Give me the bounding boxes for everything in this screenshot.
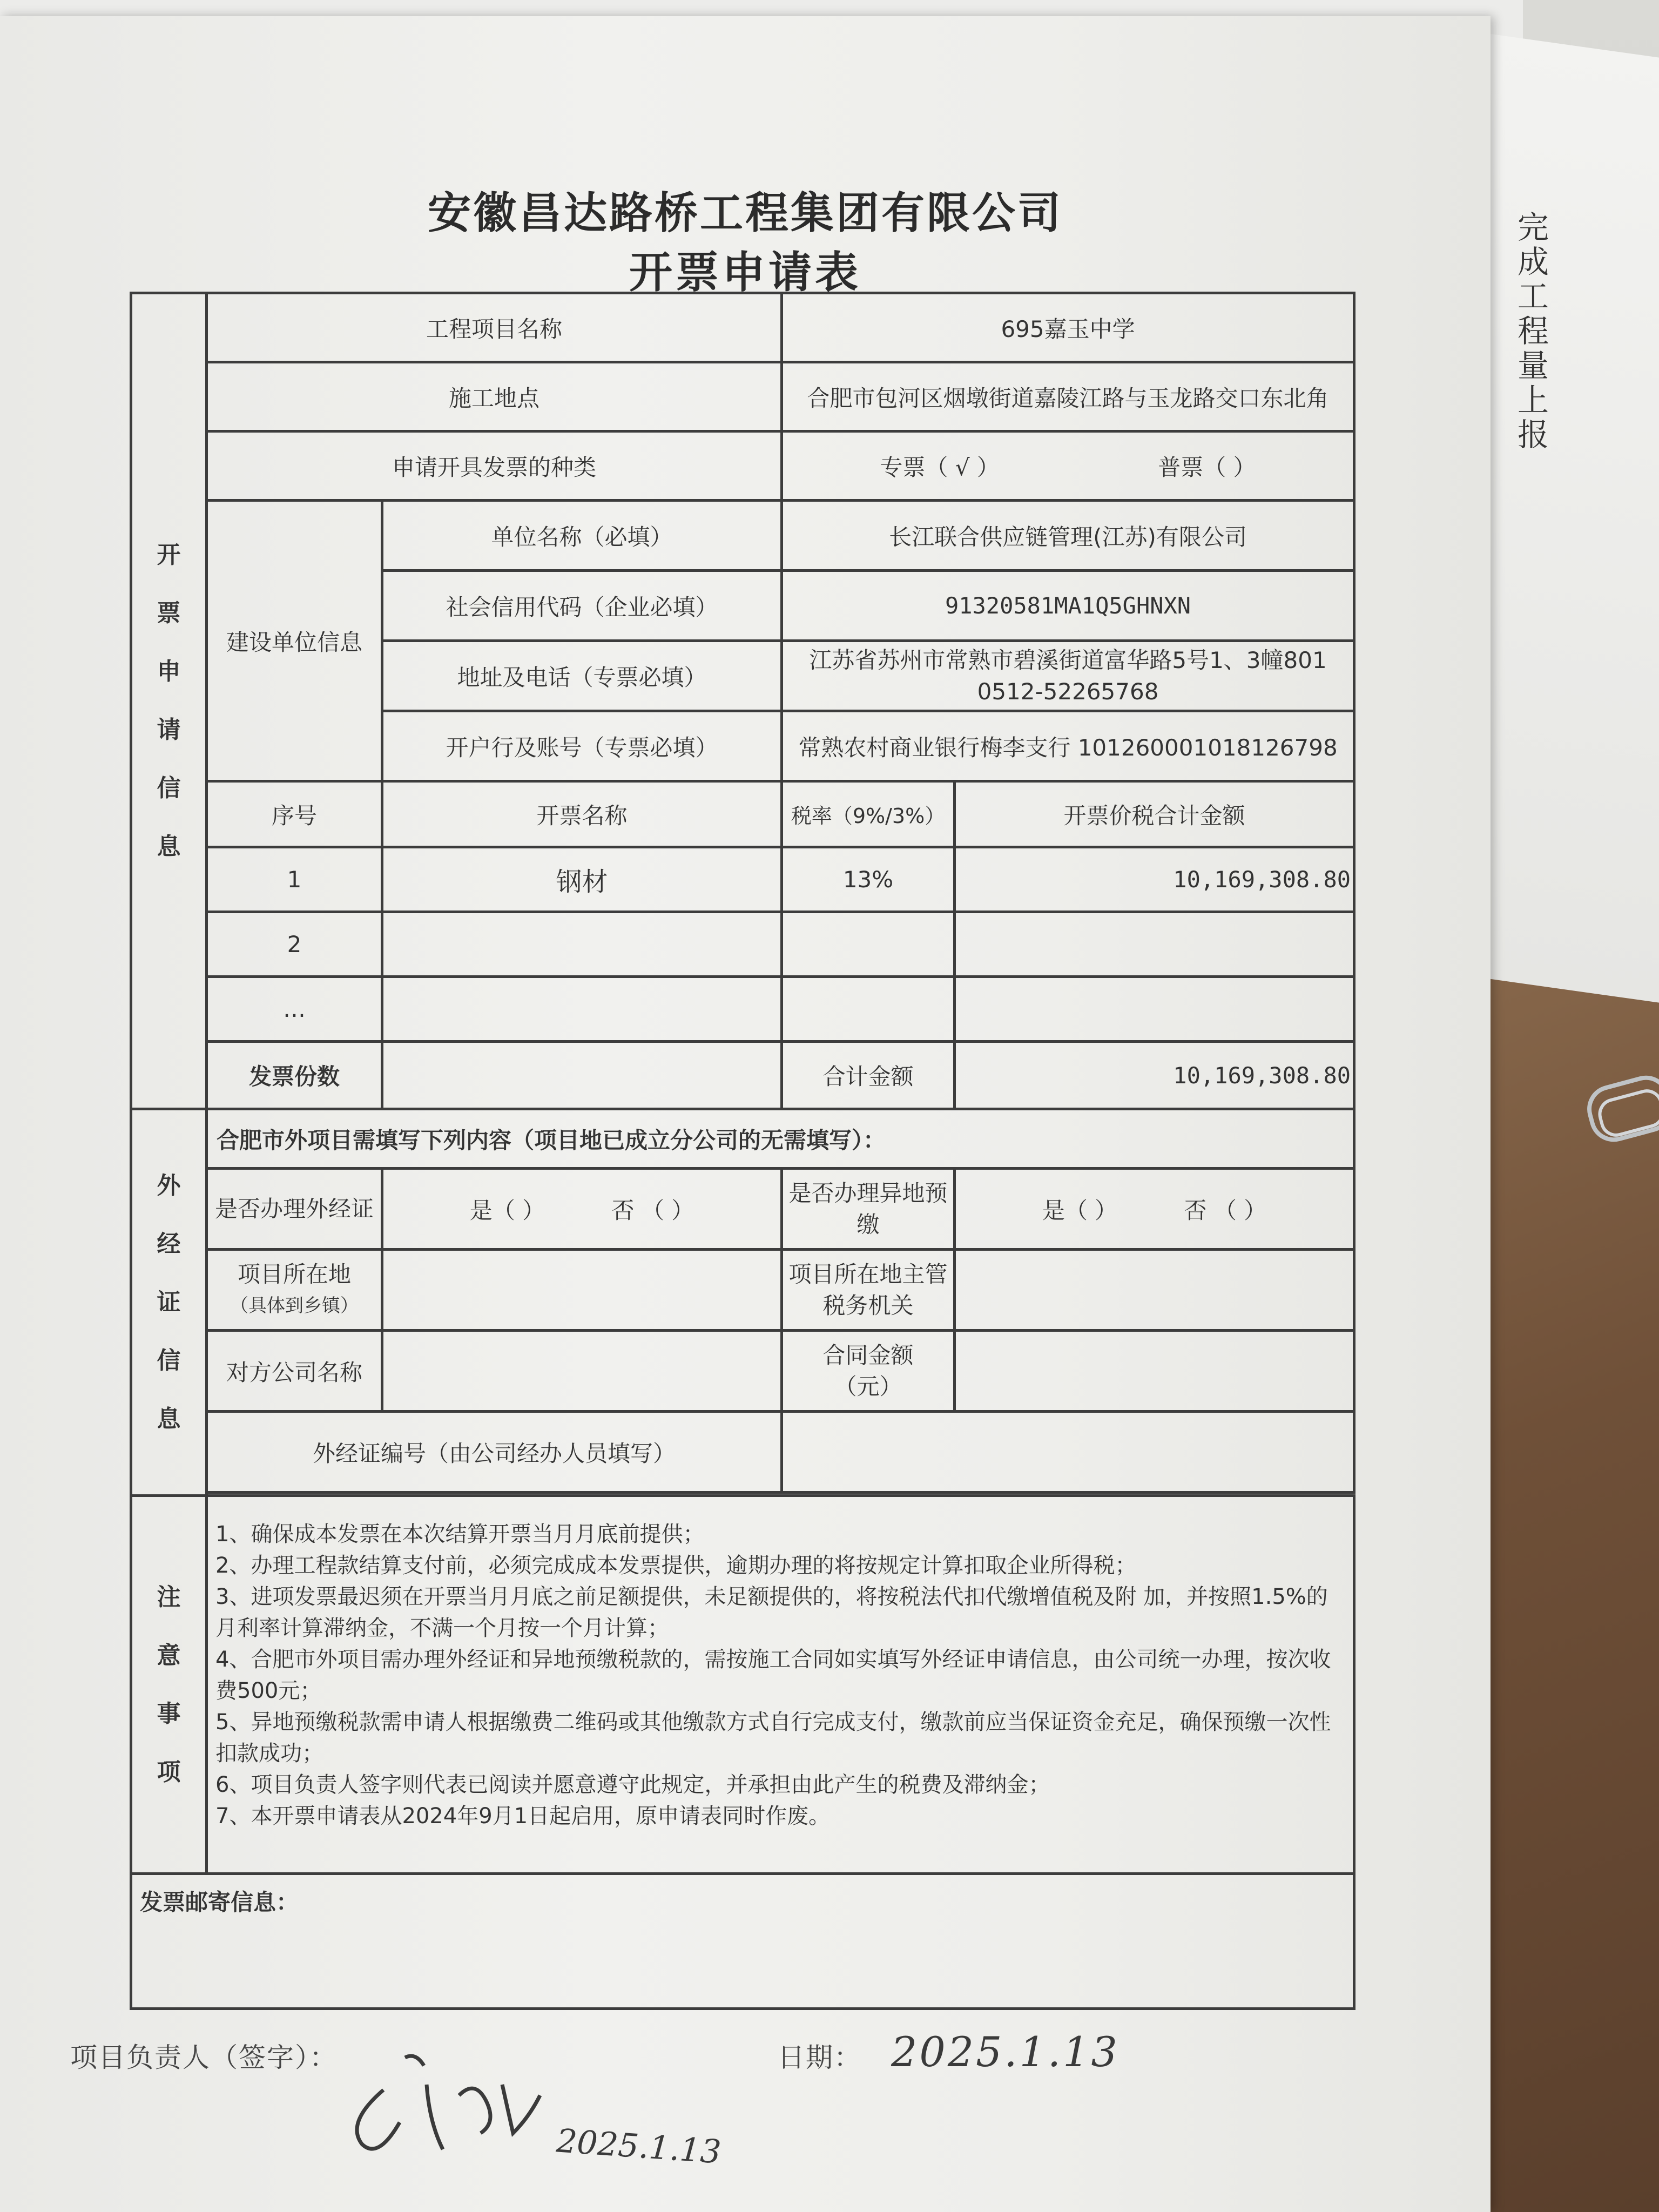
row-3-rate[interactable] bbox=[782, 977, 955, 1042]
unit-name-label: 单位名称（必填） bbox=[382, 501, 782, 571]
row-invoice-type bbox=[131, 431, 1354, 501]
unit-name-value[interactable]: 长江联合供应链管理(江苏)有限公司 bbox=[782, 501, 1354, 571]
row-external-cert-number bbox=[131, 1412, 1354, 1493]
signature-image[interactable] bbox=[335, 2041, 572, 2182]
row-1-seq: 1 bbox=[207, 847, 382, 912]
cert-yes-checkbox[interactable]: 是（ ） bbox=[469, 1197, 545, 1224]
note-item: 6、项目负责人签字则代表已阅读并愿意遵守此规定，并承担由此产生的税费及滞纳金； bbox=[215, 1772, 1050, 1797]
builder-info-label: 建设单位信息 bbox=[207, 501, 382, 781]
section-invoice-side-label: 开 票 申 请 信 息 bbox=[131, 293, 207, 1109]
note-item: 7、本开票申请表从2024年9月1日起启用，原申请表同时作废。 bbox=[215, 1804, 831, 1829]
invoice-form-table bbox=[130, 292, 1355, 2010]
counterparty-value[interactable] bbox=[382, 1331, 782, 1412]
date-label: 日期： bbox=[778, 2042, 862, 2073]
row-mail bbox=[131, 1874, 1354, 2009]
address-phone-value[interactable] bbox=[782, 641, 1354, 711]
row-notes bbox=[131, 1496, 1354, 1874]
row-3-name[interactable] bbox=[382, 977, 782, 1042]
invoice-application-sheet bbox=[0, 16, 1491, 2212]
project-name-label: 工程项目名称 bbox=[207, 293, 782, 362]
col-name-header: 开票名称 bbox=[382, 781, 782, 847]
row-3-amount[interactable] bbox=[955, 977, 1354, 1042]
invoice-special-checkbox[interactable]: 专票（ √ ） bbox=[880, 454, 1000, 481]
cert-options bbox=[382, 1169, 782, 1250]
site-label: 施工地点 bbox=[207, 362, 782, 431]
row-total bbox=[131, 1042, 1354, 1109]
notes-list bbox=[207, 1496, 1354, 1874]
address-label: 地址及电话（专票必填） bbox=[382, 641, 782, 711]
note-item: 5、异地预缴税款需申请人根据缴费二维码或其他缴款方式自行完成支付，缴款前应当保证资金充足，确保预缴一次性扣款成功； bbox=[215, 1710, 1331, 1766]
cert-number-label: 外经证编号（由公司经办人员填写） bbox=[207, 1412, 782, 1493]
company-name: 安徽昌达路桥工程集团有限公司 bbox=[428, 188, 1063, 238]
col-amount-header: 开票价税合计金额 bbox=[955, 781, 1354, 847]
section-external-side-label: 外 经 证 信 息 bbox=[131, 1109, 207, 1496]
row-1-rate[interactable]: 13% bbox=[782, 847, 955, 912]
signature-date: 2025.1.13 bbox=[555, 2122, 723, 2171]
bank-label: 开户行及账号（专票必填） bbox=[382, 711, 782, 781]
tax-office-value[interactable] bbox=[955, 1250, 1354, 1331]
background-side-note: 完成工程量上报 bbox=[1512, 211, 1549, 453]
prepay-yes-checkbox[interactable]: 是（ ） bbox=[1042, 1197, 1118, 1224]
col-rate-header: 税率（9%/3%） bbox=[782, 781, 955, 847]
total-amount-value[interactable]: 10,169,308.80 bbox=[955, 1042, 1354, 1109]
cert-no-checkbox[interactable]: 否 （ ） bbox=[611, 1197, 694, 1224]
contract-label-cell bbox=[782, 1331, 955, 1412]
row-2-amount[interactable] bbox=[955, 912, 1354, 977]
note-item: 1、确保成本发票在本次结算开票当月月底前提供； bbox=[215, 1522, 705, 1547]
credit-code-value[interactable]: 91320581MA1Q5GHNXN bbox=[782, 571, 1354, 641]
note-item: 4、合肥市外项目需办理外经证和异地预缴税款的，需按施工合同如实填写外经证申请信息，由公司统一办理，按次收费500元； bbox=[215, 1647, 1331, 1703]
credit-code-label: 社会信用代码（企业必填） bbox=[382, 571, 782, 641]
row-2-rate[interactable] bbox=[782, 912, 955, 977]
invoice-normal-checkbox[interactable]: 普票（ ） bbox=[1158, 454, 1256, 481]
row-external-intro bbox=[131, 1109, 1354, 1169]
invoice-type-label: 申请开具发票的种类 bbox=[207, 431, 782, 501]
cert-label: 是否办理外经证 bbox=[207, 1169, 382, 1250]
table-row bbox=[131, 912, 1354, 977]
background-paper-right bbox=[1480, 32, 1659, 1003]
contract-label: 合同金额 bbox=[822, 1341, 914, 1368]
handwritten-date[interactable]: 2025.1.13 bbox=[891, 2028, 1120, 2076]
bank-value[interactable]: 常熟农村商业银行梅李支行 101260001018126798 bbox=[782, 711, 1354, 781]
section-notes-side-label: 注 意 事 项 bbox=[131, 1496, 207, 1874]
prepay-label: 是否办理异地预缴 bbox=[782, 1169, 955, 1250]
phone-value: 0512-52265768 bbox=[977, 678, 1159, 705]
row-site bbox=[131, 362, 1354, 431]
address-value: 江苏省苏州市常熟市碧溪街道富华路5号1、3幢801 bbox=[809, 646, 1327, 673]
table-row bbox=[131, 977, 1354, 1042]
tax-office-label: 项目所在地主管税务机关 bbox=[782, 1250, 955, 1331]
cert-number-value[interactable] bbox=[782, 1412, 1354, 1493]
row-external-counterparty bbox=[131, 1331, 1354, 1412]
invoice-count-value[interactable] bbox=[382, 1042, 782, 1109]
col-seq-header: 序号 bbox=[207, 781, 382, 847]
invoice-type-options bbox=[782, 431, 1354, 501]
row-1-name[interactable]: 钢材 bbox=[382, 847, 782, 912]
row-project-name bbox=[131, 293, 1354, 362]
mail-info-label: 发票邮寄信息： bbox=[140, 1889, 299, 1916]
row-3-seq: … bbox=[207, 977, 382, 1042]
contract-value[interactable] bbox=[955, 1331, 1354, 1412]
row-external-cert bbox=[131, 1169, 1354, 1250]
external-intro: 合肥市外项目需填写下列内容（项目地已成立分公司的无需填写）： bbox=[207, 1109, 1354, 1169]
row-2-seq: 2 bbox=[207, 912, 382, 977]
prepay-no-checkbox[interactable]: 否 （ ） bbox=[1184, 1197, 1267, 1224]
prepay-options bbox=[955, 1169, 1354, 1250]
signer-label: 项目负责人（签字）： bbox=[70, 2042, 338, 2073]
location-label: 项目所在地 bbox=[237, 1260, 351, 1287]
row-unit-name bbox=[131, 501, 1354, 571]
note-item: 3、进项发票最迟须在开票当月月底之前足额提供，未足额提供的，将按税法代扣代缴增值税及附 加，并按照1.5%的月利率计算滞纳金，不满一个月按一个月计算； bbox=[215, 1584, 1328, 1641]
project-name-value[interactable]: 695嘉玉中学 bbox=[782, 293, 1354, 362]
total-amount-label: 合计金额 bbox=[782, 1042, 955, 1109]
contract-unit: （元） bbox=[834, 1373, 902, 1400]
row-2-name[interactable] bbox=[382, 912, 782, 977]
counterparty-label: 对方公司名称 bbox=[207, 1331, 382, 1412]
form-title: 开票申请表 bbox=[629, 247, 861, 298]
row-external-location bbox=[131, 1250, 1354, 1331]
row-item-header bbox=[131, 781, 1354, 847]
mail-info-cell[interactable] bbox=[131, 1874, 1354, 2009]
invoice-count-label: 发票份数 bbox=[207, 1042, 382, 1109]
location-note: （具体到乡镇） bbox=[230, 1294, 359, 1317]
location-value[interactable] bbox=[382, 1250, 782, 1331]
site-value[interactable]: 合肥市包河区烟墩街道嘉陵江路与玉龙路交口东北角 bbox=[782, 362, 1354, 431]
note-item: 2、办理工程款结算支付前，必须完成成本发票提供，逾期办理的将按规定计算扣取企业所得税； bbox=[215, 1553, 1137, 1578]
row-1-amount[interactable]: 10,169,308.80 bbox=[955, 847, 1354, 912]
table-row bbox=[131, 847, 1354, 912]
location-label-cell bbox=[207, 1250, 382, 1331]
